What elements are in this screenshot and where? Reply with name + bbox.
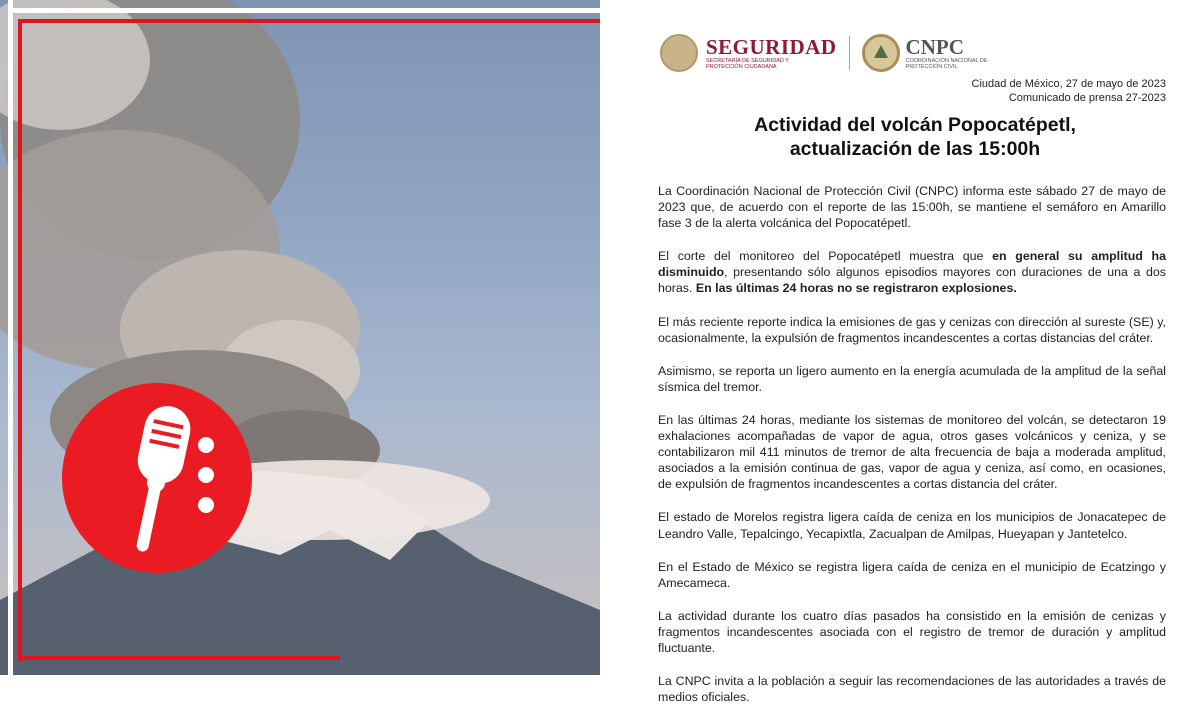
mexico-seal-icon [660,34,698,72]
title-line-2: actualización de las 15:00h [789,138,1041,160]
cnpc-seal-icon [862,34,900,72]
volcano-photo [0,0,600,675]
brand1-name: SEGURIDAD [706,35,837,59]
paragraph-6: El estado de Morelos registra ligera caída de ceniza en los municipios de Jonacatepec de Leandro Valle, Tepalcingo, Yecapixtla, Zacualpan de Amilpas, Hueyapan y Jantetelco. [658,510,1166,541]
paragraph-9: La CNPC invita a la población a seguir las recomendaciones de las autoridades a través de medios oficiales. [658,674,1166,705]
cnpc-logo [906,36,1006,70]
microphone-icon [62,383,252,573]
paragraph-3: El más reciente reporte indica la emisiones de gas y cenizas con dirección al sureste (SE) y, ocasionalmente, la expulsión de fragmentos incandescentes a cortas distancias del cráter. [658,314,1166,345]
frame-left [18,19,22,661]
paragraph-7: En el Estado de México se registra ligera caída de ceniza en el municipio de Ecatzingo y Amecameca. [658,559,1166,590]
place-date: Ciudad de México, 27 de mayo de 2023 [971,78,1166,90]
paragraph-4: Asimismo, se reporta un ligero aumento en la energía acumulada de la amplitud de la señal sísmica del tremor. [658,363,1166,394]
p2-text-a: El corte del monitoreo del Popocatépetl muestra que [658,249,993,264]
paragraph-5: En las últimas 24 horas, mediante los sistemas de monitoreo del volcán, se detectaron 19 exhalaciones acompañadas de vapor de agua, otros gases volcánicos y ceniza, y se contabilizaron mil 411 minutos de tremor de alta frecuencia de baja a moderada amplitud, asociados a la emisión continua de gas, vapor de agua y ceniza, así como, en ocasiones, de expulsión de fragmentos incandescentes a cortas distancia del cráter. [658,412,1166,492]
paragraph-2 [658,248,1166,296]
document-body [658,183,1166,722]
paragraph-8: La actividad durante los cuatro días pasados ha consistido en la emisión de cenizas y fragmentos incandescentes asociada con el registro de tremor de duración y amplitud fluctuante. [658,608,1166,655]
document-header [660,33,1006,73]
release-number: Comunicado de prensa 27-2023 [1008,92,1166,104]
p2-bold-d: En las últimas 24 horas no se registraron explosiones. [695,281,1017,296]
title-line-1: Actividad del volcán Popocatépetl, [754,114,1076,136]
press-release-document [600,0,1200,705]
p2-bold-b: en general su amplitud ha disminuido [658,249,1166,280]
brand2-subtitle: COORDINACIÓN NACIONAL DE PROTECCIÓN CIVIL [905,58,988,70]
seguridad-logo [706,36,837,70]
document-title [660,113,1170,161]
release-meta [972,77,1166,105]
paragraph-1: La Coordinación Nacional de Protección Civil (CNPC) informa este sábado 27 de mayo de 2023 que, de acuerdo con el reporte de las 15:00h, se mantiene el semáforo en Amarillo fase 3 de la alerta volcánica del Popocatépetl. [658,184,1166,231]
logo-separator [849,36,850,70]
brand2-name: CNPC [905,35,964,59]
frame-bottom [18,656,340,660]
brand1-subtitle: SECRETARÍA DE SEGURIDAD Y PROTECCIÓN CIUDADANA [706,58,789,70]
p2-text-c: , presentando sólo algunos episodios mayores con duraciones de una a dos horas. [658,265,1166,296]
